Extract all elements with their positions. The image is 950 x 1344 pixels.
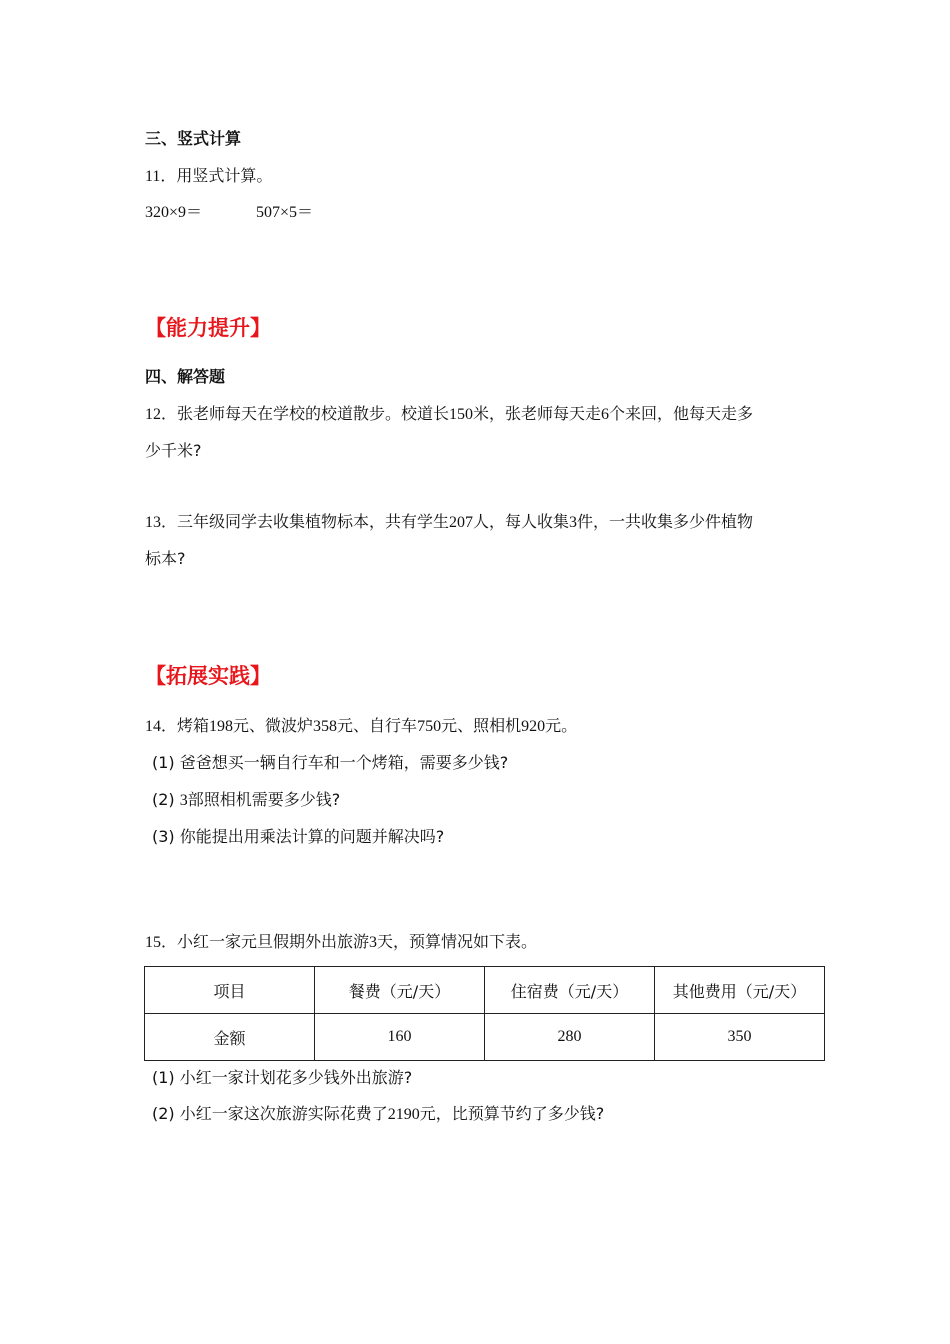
q14-microwave-price: 358 <box>313 718 338 735</box>
question-12-length: 150 <box>449 406 474 423</box>
question-13-number: 13． <box>145 514 178 531</box>
question-15 <box>145 932 537 953</box>
q14-end: 元。 <box>545 716 578 735</box>
q14-microwave: 元、微波炉 <box>233 716 314 735</box>
q15-sub2-post: 元，比预算节约了多少钱? <box>419 1104 605 1123</box>
q14-camera: 元、照相机 <box>441 716 522 735</box>
q14-oven: 烤箱 <box>177 716 210 735</box>
question-13-text-b: 人，每人收集 <box>473 512 570 531</box>
table-header-cell: 项目 <box>145 967 315 1014</box>
table-cell: 350 <box>655 1014 825 1061</box>
question-11-number: 11． <box>145 168 177 185</box>
section-3-title: 三、竖式计算 <box>145 129 242 148</box>
question-15-number: 15． <box>145 934 178 951</box>
q15-days: 3 <box>369 934 378 951</box>
question-13-text-c: 件，一共收集多少件植物 <box>577 512 754 531</box>
question-13-text-a: 三年级同学去收集植物标本，共有学生 <box>177 512 450 531</box>
q15-sub2-prefix: (2) 小红一家这次旅游实际花费了 <box>152 1104 388 1123</box>
q14-bike-price: 750 <box>417 718 442 735</box>
expression-2: 507×5＝ <box>256 204 314 221</box>
question-13 <box>145 504 805 577</box>
q14-sub2-text: 部照相机需要多少钱? <box>187 790 341 809</box>
table-row <box>145 1014 825 1061</box>
question-12-text-b: 米，张老师每天走 <box>473 404 602 423</box>
question-14 <box>145 716 577 737</box>
question-12-times: 6 <box>601 406 610 423</box>
practice-banner: 【拓展实践】 <box>145 664 271 688</box>
q15-sub2-number: 2190 <box>387 1106 420 1123</box>
question-12-text-d: 少千米? <box>145 441 202 460</box>
table-header-cell: 餐费（元/天） <box>315 967 485 1014</box>
q15-text-pre: 小红一家元旦假期外出旅游 <box>177 932 370 951</box>
question-14-sub-2 <box>152 790 340 811</box>
question-14-sub-1: (1) 爸爸想买一辆自行车和一个烤箱，需要多少钱? <box>152 753 509 772</box>
question-12-number: 12． <box>145 406 178 423</box>
budget-table <box>144 966 825 1061</box>
q15-text-post: 天，预算情况如下表。 <box>377 932 538 951</box>
question-11 <box>145 166 272 187</box>
table-row-label: 金额 <box>145 1014 315 1061</box>
table-header-row <box>145 967 825 1014</box>
question-13-each: 3 <box>569 514 578 531</box>
q14-sub2-prefix: (2) <box>152 790 180 809</box>
table-cell: 280 <box>485 1014 655 1061</box>
table-header-cell: 其他费用（元/天） <box>655 967 825 1014</box>
expression-1: 320×9＝ <box>145 204 203 221</box>
question-15-sub-2 <box>152 1104 604 1125</box>
section-4-title: 四、解答题 <box>145 367 226 386</box>
question-12-text-c: 个来回，他每天走多 <box>609 404 754 423</box>
table-header-cell: 住宿费（元/天） <box>485 967 655 1014</box>
question-12-text-a: 张老师每天在学校的校道散步。校道长 <box>177 404 450 423</box>
question-14-sub-3: (3) 你能提出用乘法计算的问题并解决吗? <box>152 827 445 846</box>
table-cell: 160 <box>315 1014 485 1061</box>
q14-camera-price: 920 <box>521 718 546 735</box>
q14-oven-price: 198 <box>209 718 234 735</box>
ability-banner: 【能力提升】 <box>145 316 271 340</box>
q14-bike: 元、自行车 <box>337 716 418 735</box>
question-12 <box>145 396 805 469</box>
question-13-text-d: 标本? <box>145 549 186 568</box>
question-14-number: 14． <box>145 718 178 735</box>
question-15-sub-1: (1) 小红一家计划花多少钱外出旅游? <box>152 1068 413 1087</box>
question-11-text: 用竖式计算。 <box>176 166 273 185</box>
question-13-students: 207 <box>449 514 474 531</box>
q14-sub2-number: 3 <box>179 792 188 809</box>
